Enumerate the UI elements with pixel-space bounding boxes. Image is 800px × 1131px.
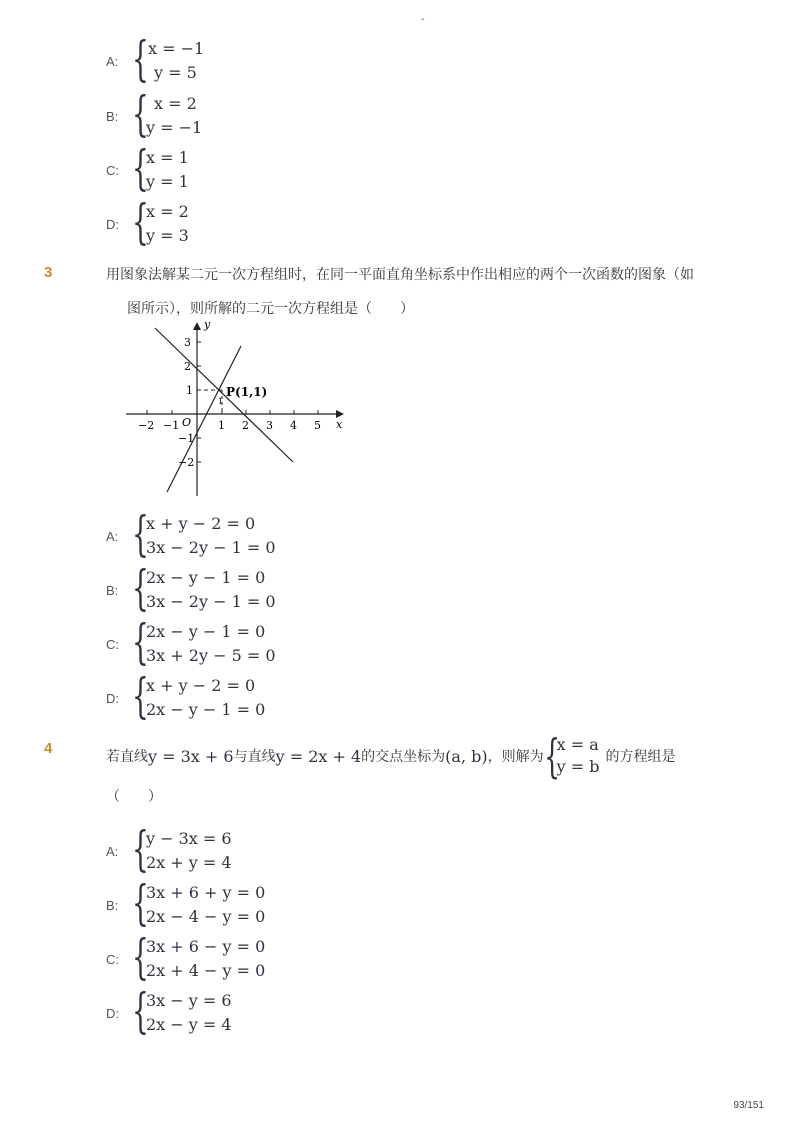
equation: x = a bbox=[556, 735, 599, 754]
equation: 2x − y − 1 = 0 bbox=[146, 700, 266, 719]
equation: y = 3 bbox=[146, 226, 189, 245]
x-tick-label: −2 bbox=[138, 419, 155, 432]
equation: y = −1 bbox=[146, 118, 203, 137]
brace-icon: { bbox=[543, 729, 560, 783]
brace-icon: { bbox=[132, 506, 149, 562]
q3-option-b[interactable] bbox=[106, 560, 276, 616]
text: 与直线 bbox=[233, 749, 276, 765]
q2-option-c[interactable] bbox=[106, 140, 189, 196]
page-number: 93/151 bbox=[733, 1100, 764, 1111]
x-tick-label: 2 bbox=[242, 419, 249, 432]
answer-blank: （ ） bbox=[106, 789, 162, 805]
equation: 3x − 2y − 1 = 0 bbox=[146, 592, 276, 611]
text: 的交点坐标为 bbox=[361, 749, 446, 765]
equation: 3x − y = 6 bbox=[146, 991, 232, 1010]
q4-option-b[interactable] bbox=[106, 875, 266, 931]
y-tick-label: −2 bbox=[178, 456, 195, 469]
coordinate-graph bbox=[120, 318, 360, 500]
equation: x = 1 bbox=[146, 148, 189, 167]
x-tick-label: −1 bbox=[163, 419, 180, 432]
q2-option-b[interactable] bbox=[106, 86, 203, 142]
q2-option-a[interactable] bbox=[106, 31, 205, 87]
x-axis-label: x bbox=[336, 418, 343, 431]
question-text bbox=[106, 729, 676, 783]
q4-option-a[interactable] bbox=[106, 821, 232, 877]
math-expression: (a, b) bbox=[445, 746, 488, 766]
point-label: P(1,1) bbox=[226, 385, 268, 399]
brace-icon: { bbox=[132, 194, 149, 250]
y-tick-label: 3 bbox=[184, 336, 191, 349]
option-label: D: bbox=[106, 1005, 119, 1021]
question-text: 图所示），则所解的二元一次方程组是（ ） bbox=[127, 301, 414, 317]
option-label: B: bbox=[106, 108, 119, 124]
x-tick-label: 1 bbox=[218, 419, 225, 432]
brace-icon: { bbox=[132, 140, 149, 196]
question-number: 3 bbox=[44, 264, 53, 281]
y-tick-label: −1 bbox=[178, 432, 195, 445]
equation: 2x − y − 1 = 0 bbox=[146, 622, 266, 641]
q3-option-a[interactable] bbox=[106, 506, 276, 562]
brace-icon: { bbox=[132, 31, 149, 87]
q4-option-d[interactable] bbox=[106, 983, 232, 1039]
equation: 2x − y − 1 = 0 bbox=[146, 568, 266, 587]
question-text: 用图象法解某二元一次方程组时，在同一平面直角坐标系中作出相应的两个一次函数的图象（如 bbox=[106, 267, 694, 283]
y-axis-arrow-icon bbox=[193, 322, 201, 330]
text: 的方程组是 bbox=[605, 749, 676, 765]
equation: 2x − 4 − y = 0 bbox=[146, 907, 266, 926]
option-label: C: bbox=[106, 636, 119, 652]
brace-icon: { bbox=[132, 668, 149, 724]
equation: 2x + 4 − y = 0 bbox=[146, 961, 266, 980]
y-tick-label: 2 bbox=[184, 360, 191, 373]
math-expression: y = 2x + 4 bbox=[275, 746, 362, 766]
brace-icon: { bbox=[132, 614, 149, 670]
option-label: A: bbox=[106, 843, 119, 859]
equation: 2x + y = 4 bbox=[146, 853, 232, 872]
q4-option-c[interactable] bbox=[106, 929, 266, 985]
option-label: C: bbox=[106, 951, 119, 967]
equation: 3x + 6 − y = 0 bbox=[146, 937, 266, 956]
option-label: A: bbox=[106, 528, 119, 544]
math-expression: y = 3x + 6 bbox=[148, 746, 234, 766]
y-tick-label: 1 bbox=[186, 384, 193, 397]
x-tick-label: 3 bbox=[266, 419, 273, 432]
option-label: A: bbox=[106, 53, 119, 69]
equation: 2x − y = 4 bbox=[146, 1015, 232, 1034]
line-x-plus-y-2 bbox=[155, 328, 293, 462]
equation: y − 3x = 6 bbox=[146, 829, 232, 848]
brace-icon: { bbox=[132, 560, 149, 616]
q3-option-c[interactable] bbox=[106, 614, 276, 670]
text: ，则解为 bbox=[487, 749, 544, 765]
equation: x = 2 bbox=[146, 202, 189, 221]
option-label: C: bbox=[106, 162, 119, 178]
equation: 3x + 6 + y = 0 bbox=[146, 883, 266, 902]
brace-icon: { bbox=[132, 821, 149, 877]
option-label: D: bbox=[106, 690, 119, 706]
equation: x + y − 2 = 0 bbox=[146, 676, 256, 695]
option-label: B: bbox=[106, 582, 119, 598]
brace-icon: { bbox=[132, 875, 149, 931]
text: 若直线 bbox=[106, 749, 148, 765]
y-axis-label: y bbox=[204, 318, 211, 331]
equation: y = b bbox=[556, 757, 600, 776]
dash-label: 1 bbox=[218, 397, 224, 406]
brace-icon: { bbox=[132, 86, 149, 142]
equation: y = 1 bbox=[146, 172, 189, 191]
option-label: D: bbox=[106, 216, 119, 232]
x-axis-arrow-icon bbox=[336, 410, 344, 418]
q2-option-d[interactable] bbox=[106, 194, 189, 250]
equation: x = −1 bbox=[148, 39, 205, 58]
equation: 3x + 2y − 5 = 0 bbox=[146, 646, 276, 665]
equation: x = 2 bbox=[154, 94, 197, 113]
option-label: B: bbox=[106, 897, 119, 913]
equation: x + y − 2 = 0 bbox=[146, 514, 256, 533]
x-tick-label: 4 bbox=[290, 419, 297, 432]
equation: y = 5 bbox=[154, 63, 197, 82]
brace-icon: { bbox=[132, 983, 149, 1039]
origin-label: O bbox=[182, 416, 192, 429]
question-number: 4 bbox=[44, 740, 53, 757]
brace-icon: { bbox=[132, 929, 149, 985]
q3-option-d[interactable] bbox=[106, 668, 266, 724]
equation: 3x − 2y − 1 = 0 bbox=[146, 538, 276, 557]
x-tick-label: 5 bbox=[314, 419, 321, 432]
top-mark: - bbox=[421, 14, 425, 25]
